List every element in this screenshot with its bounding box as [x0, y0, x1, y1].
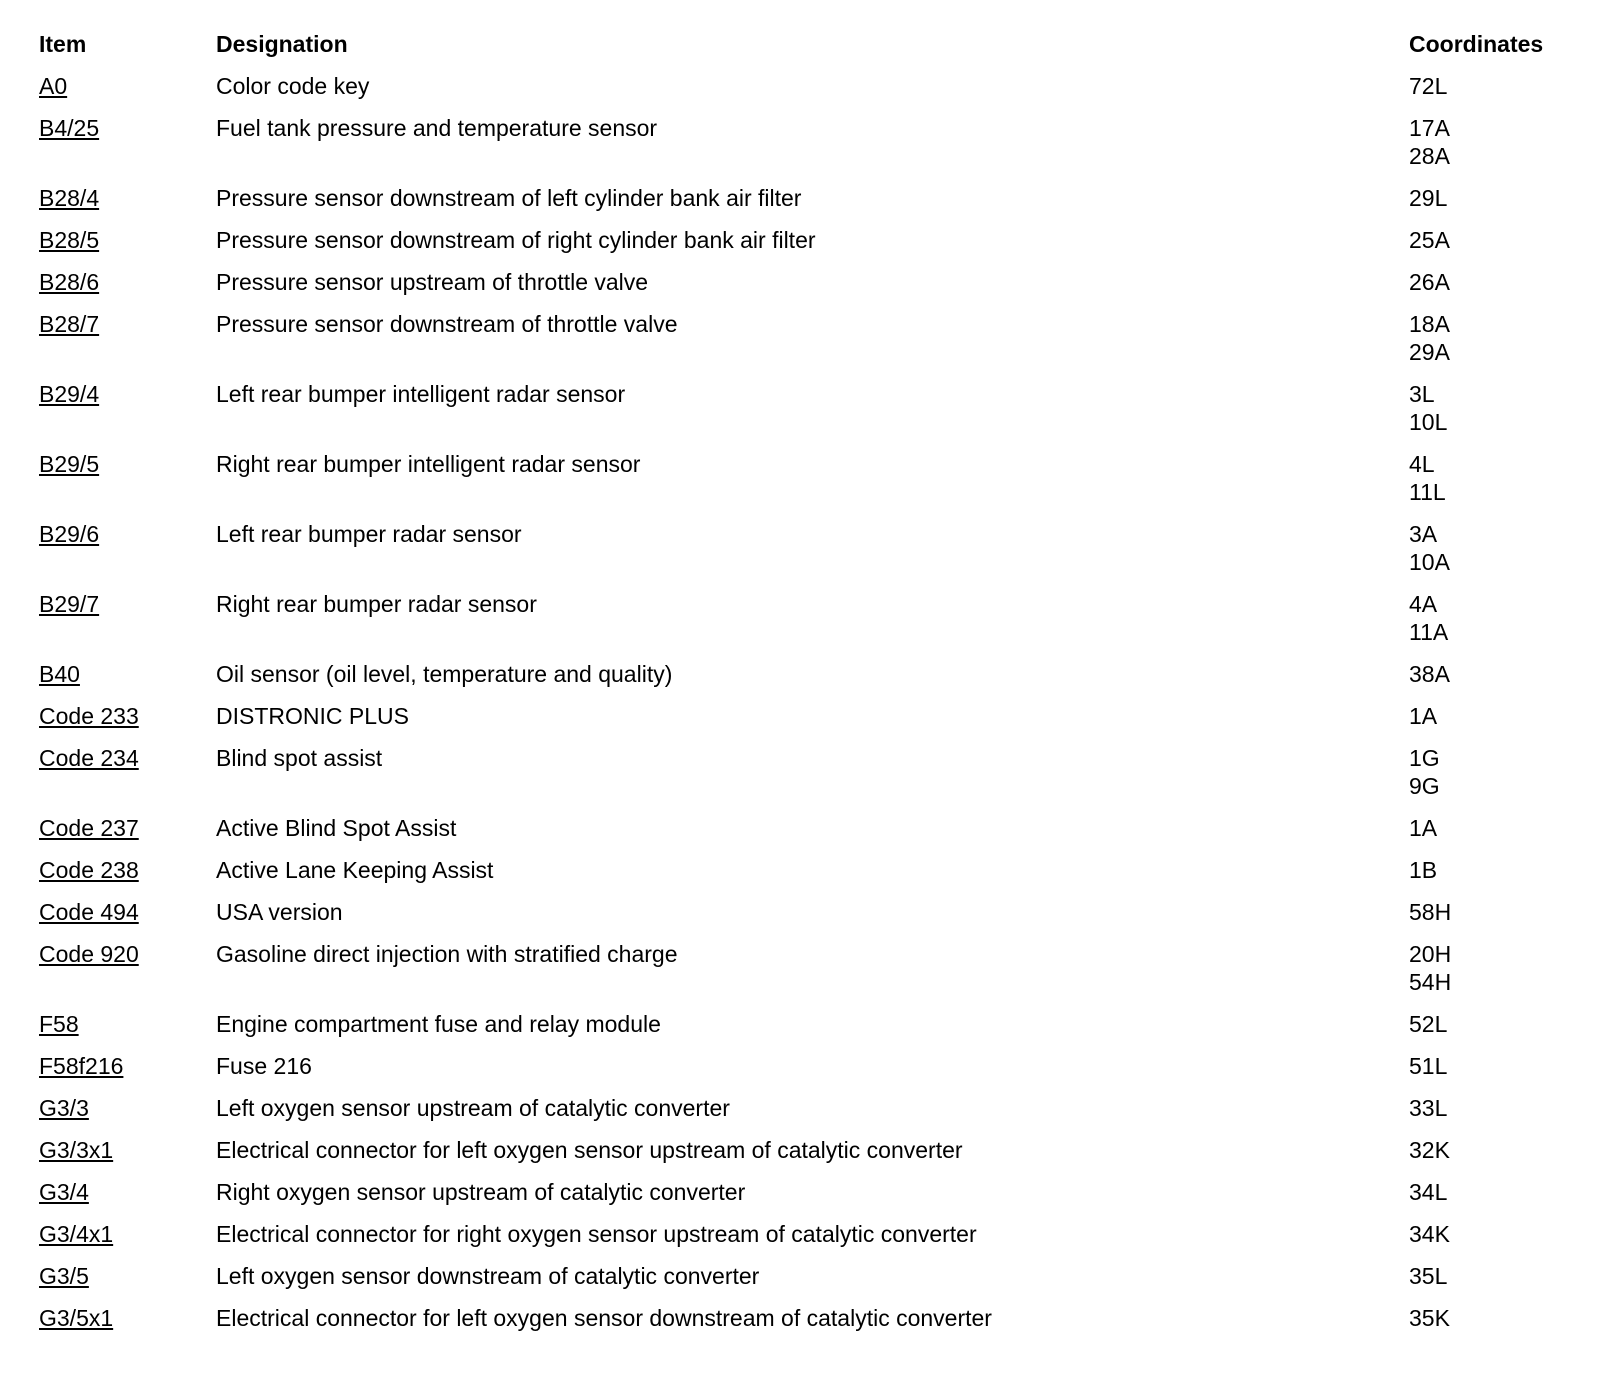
item-link[interactable]: B29/7	[39, 591, 100, 617]
coordinates-cell	[1409, 450, 1446, 506]
designation-text: Electrical connector for right oxygen sensor upstream of catalytic converter	[216, 1221, 977, 1247]
table-row	[0, 1010, 1600, 1038]
designation-text: Left rear bumper radar sensor	[216, 521, 522, 547]
table-row	[0, 1304, 1600, 1332]
coordinate-value: 4A	[1409, 591, 1438, 617]
coordinate-value: 25A	[1409, 227, 1450, 253]
table-row	[0, 814, 1600, 842]
coordinate-value: 29L	[1409, 185, 1448, 211]
table-row	[0, 1262, 1600, 1290]
coordinates-cell	[1409, 310, 1450, 366]
table-row	[0, 1220, 1600, 1248]
designation-text: Active Lane Keeping Assist	[216, 857, 494, 883]
coordinate-value: 26A	[1409, 269, 1450, 295]
coordinates-cell	[1409, 380, 1447, 436]
table-body	[0, 72, 1600, 1332]
item-link[interactable]: F58	[39, 1011, 79, 1037]
designation-text: USA version	[216, 899, 343, 925]
table-row	[0, 520, 1600, 576]
table-row	[0, 660, 1600, 688]
coordinates-cell	[1409, 856, 1437, 884]
item-link[interactable]: B29/5	[39, 451, 100, 477]
item-link[interactable]: G3/3x1	[39, 1137, 114, 1163]
coordinate-value: 1G	[1409, 745, 1440, 771]
coordinates-cell	[1409, 1304, 1450, 1332]
coordinate-value: 51L	[1409, 1053, 1448, 1079]
table-row	[0, 1178, 1600, 1206]
coordinate-value: 3A	[1409, 521, 1438, 547]
coordinate-value: 3L	[1409, 381, 1435, 407]
coordinates-cell	[1409, 940, 1451, 996]
table-row	[0, 1136, 1600, 1164]
coordinates-cell	[1409, 72, 1447, 100]
item-link[interactable]: B40	[39, 661, 80, 687]
item-link[interactable]: B28/7	[39, 311, 100, 337]
coordinates-cell	[1409, 590, 1448, 646]
table-row	[0, 1052, 1600, 1080]
coordinate-value: 1A	[1409, 815, 1438, 841]
coordinate-value: 1B	[1409, 857, 1438, 883]
item-link[interactable]: Code 233	[39, 703, 139, 729]
coordinate-value: 38A	[1409, 661, 1450, 687]
item-link[interactable]: Code 494	[39, 899, 139, 925]
item-link[interactable]: B28/4	[39, 185, 100, 211]
table-row	[0, 898, 1600, 926]
designation-text: Electrical connector for left oxygen sensor downstream of catalytic converter	[216, 1305, 992, 1331]
item-link[interactable]: F58f216	[39, 1053, 124, 1079]
designation-text: Fuel tank pressure and temperature sensor	[216, 115, 658, 141]
table-row	[0, 744, 1600, 800]
designation-text: Fuse 216	[216, 1053, 312, 1079]
designation-text: DISTRONIC PLUS	[216, 703, 409, 729]
table-row	[0, 226, 1600, 254]
coordinates-column-header: Coordinates	[1409, 31, 1544, 57]
table-row	[0, 114, 1600, 170]
designation-text: Right oxygen sensor upstream of catalytic converter	[216, 1179, 746, 1205]
coordinate-value: 32K	[1409, 1137, 1450, 1163]
coordinates-cell	[1409, 184, 1447, 212]
coordinate-value: 28A	[1409, 143, 1450, 169]
coordinate-value: 29A	[1409, 339, 1450, 365]
table-row	[0, 856, 1600, 884]
coordinates-cell	[1409, 702, 1437, 730]
coordinates-cell	[1409, 744, 1440, 800]
coordinate-value: 18A	[1409, 311, 1450, 337]
coordinate-value: 52L	[1409, 1011, 1448, 1037]
table-row	[0, 72, 1600, 100]
table-row	[0, 380, 1600, 436]
designation-text: Electrical connector for left oxygen sensor upstream of catalytic converter	[216, 1137, 963, 1163]
item-link[interactable]: B29/6	[39, 521, 100, 547]
coordinate-value: 34K	[1409, 1221, 1450, 1247]
coordinates-cell	[1409, 660, 1450, 688]
designation-text: Right rear bumper intelligent radar sensor	[216, 451, 641, 477]
coordinates-cell	[1409, 1220, 1450, 1248]
item-link[interactable]: B28/5	[39, 227, 100, 253]
coordinates-cell	[1409, 898, 1451, 926]
designation-text: Pressure sensor downstream of throttle valve	[216, 311, 678, 337]
designation-text: Left oxygen sensor downstream of catalytic converter	[216, 1263, 760, 1289]
coordinate-value: 54H	[1409, 969, 1452, 995]
designation-text: Gasoline direct injection with stratified charge	[216, 941, 678, 967]
designation-text: Right rear bumper radar sensor	[216, 591, 537, 617]
coordinate-value: 35L	[1409, 1263, 1448, 1289]
item-link[interactable]: A0	[39, 73, 68, 99]
item-link[interactable]: B4/25	[39, 115, 100, 141]
coordinate-value: 11A	[1409, 619, 1449, 645]
coordinates-cell	[1409, 1262, 1447, 1290]
designation-text: Left oxygen sensor upstream of catalytic converter	[216, 1095, 730, 1121]
coordinates-cell	[1409, 520, 1450, 576]
designation-text: Engine compartment fuse and relay module	[216, 1011, 661, 1037]
coordinate-value: 58H	[1409, 899, 1452, 925]
coordinate-value: 20H	[1409, 941, 1452, 967]
table-row	[0, 1094, 1600, 1122]
coordinates-cell	[1409, 268, 1450, 296]
coordinate-value: 34L	[1409, 1179, 1448, 1205]
coordinate-value: 1A	[1409, 703, 1438, 729]
item-link[interactable]: Code 238	[39, 857, 139, 883]
item-column-header: Item	[39, 31, 87, 57]
item-link[interactable]: G3/3	[39, 1095, 89, 1121]
item-link[interactable]: G3/4x1	[39, 1221, 114, 1247]
item-link[interactable]: G3/4	[39, 1179, 89, 1205]
coordinate-value: 10A	[1409, 549, 1450, 575]
coordinates-cell	[1409, 1052, 1447, 1080]
item-link[interactable]: G3/5x1	[39, 1305, 114, 1331]
designation-column-header: Designation	[216, 31, 348, 57]
coordinates-cell	[1409, 1136, 1450, 1164]
designation-text: Oil sensor (oil level, temperature and quality)	[216, 661, 673, 687]
coordinate-value: 17A	[1409, 115, 1450, 141]
table-row	[0, 702, 1600, 730]
item-link[interactable]: Code 234	[39, 745, 139, 771]
table-header	[0, 30, 1600, 58]
table-row	[0, 310, 1600, 366]
table-row	[0, 450, 1600, 506]
designation-text: Blind spot assist	[216, 745, 383, 771]
designation-text: Pressure sensor downstream of right cylinder bank air filter	[216, 227, 816, 253]
coordinates-cell	[1409, 114, 1450, 170]
coordinates-cell	[1409, 226, 1450, 254]
table-row	[0, 268, 1600, 296]
coordinate-value: 9G	[1409, 773, 1440, 799]
coordinate-value: 11L	[1409, 479, 1446, 505]
item-link[interactable]: B29/4	[39, 381, 100, 407]
item-link[interactable]: B28/6	[39, 269, 100, 295]
designation-text: Color code key	[216, 73, 370, 99]
coordinate-value: 4L	[1409, 451, 1435, 477]
item-link[interactable]: Code 920	[39, 941, 139, 967]
table-row	[0, 940, 1600, 996]
coordinate-value: 35K	[1409, 1305, 1450, 1331]
designation-text: Pressure sensor downstream of left cylinder bank air filter	[216, 185, 802, 211]
coordinates-cell	[1409, 814, 1437, 842]
coordinate-value: 33L	[1409, 1095, 1448, 1121]
designation-text: Left rear bumper intelligent radar sensor	[216, 381, 626, 407]
designation-text: Active Blind Spot Assist	[216, 815, 457, 841]
table-row	[0, 184, 1600, 212]
item-link[interactable]: G3/5	[39, 1263, 89, 1289]
designation-text: Pressure sensor upstream of throttle valve	[216, 269, 649, 295]
coordinates-cell	[1409, 1178, 1447, 1206]
coordinates-cell	[1409, 1094, 1447, 1122]
coordinates-cell	[1409, 1010, 1447, 1038]
item-link[interactable]: Code 237	[39, 815, 139, 841]
coordinate-value: 72L	[1409, 73, 1448, 99]
table-row	[0, 590, 1600, 646]
coordinate-value: 10L	[1409, 409, 1448, 435]
